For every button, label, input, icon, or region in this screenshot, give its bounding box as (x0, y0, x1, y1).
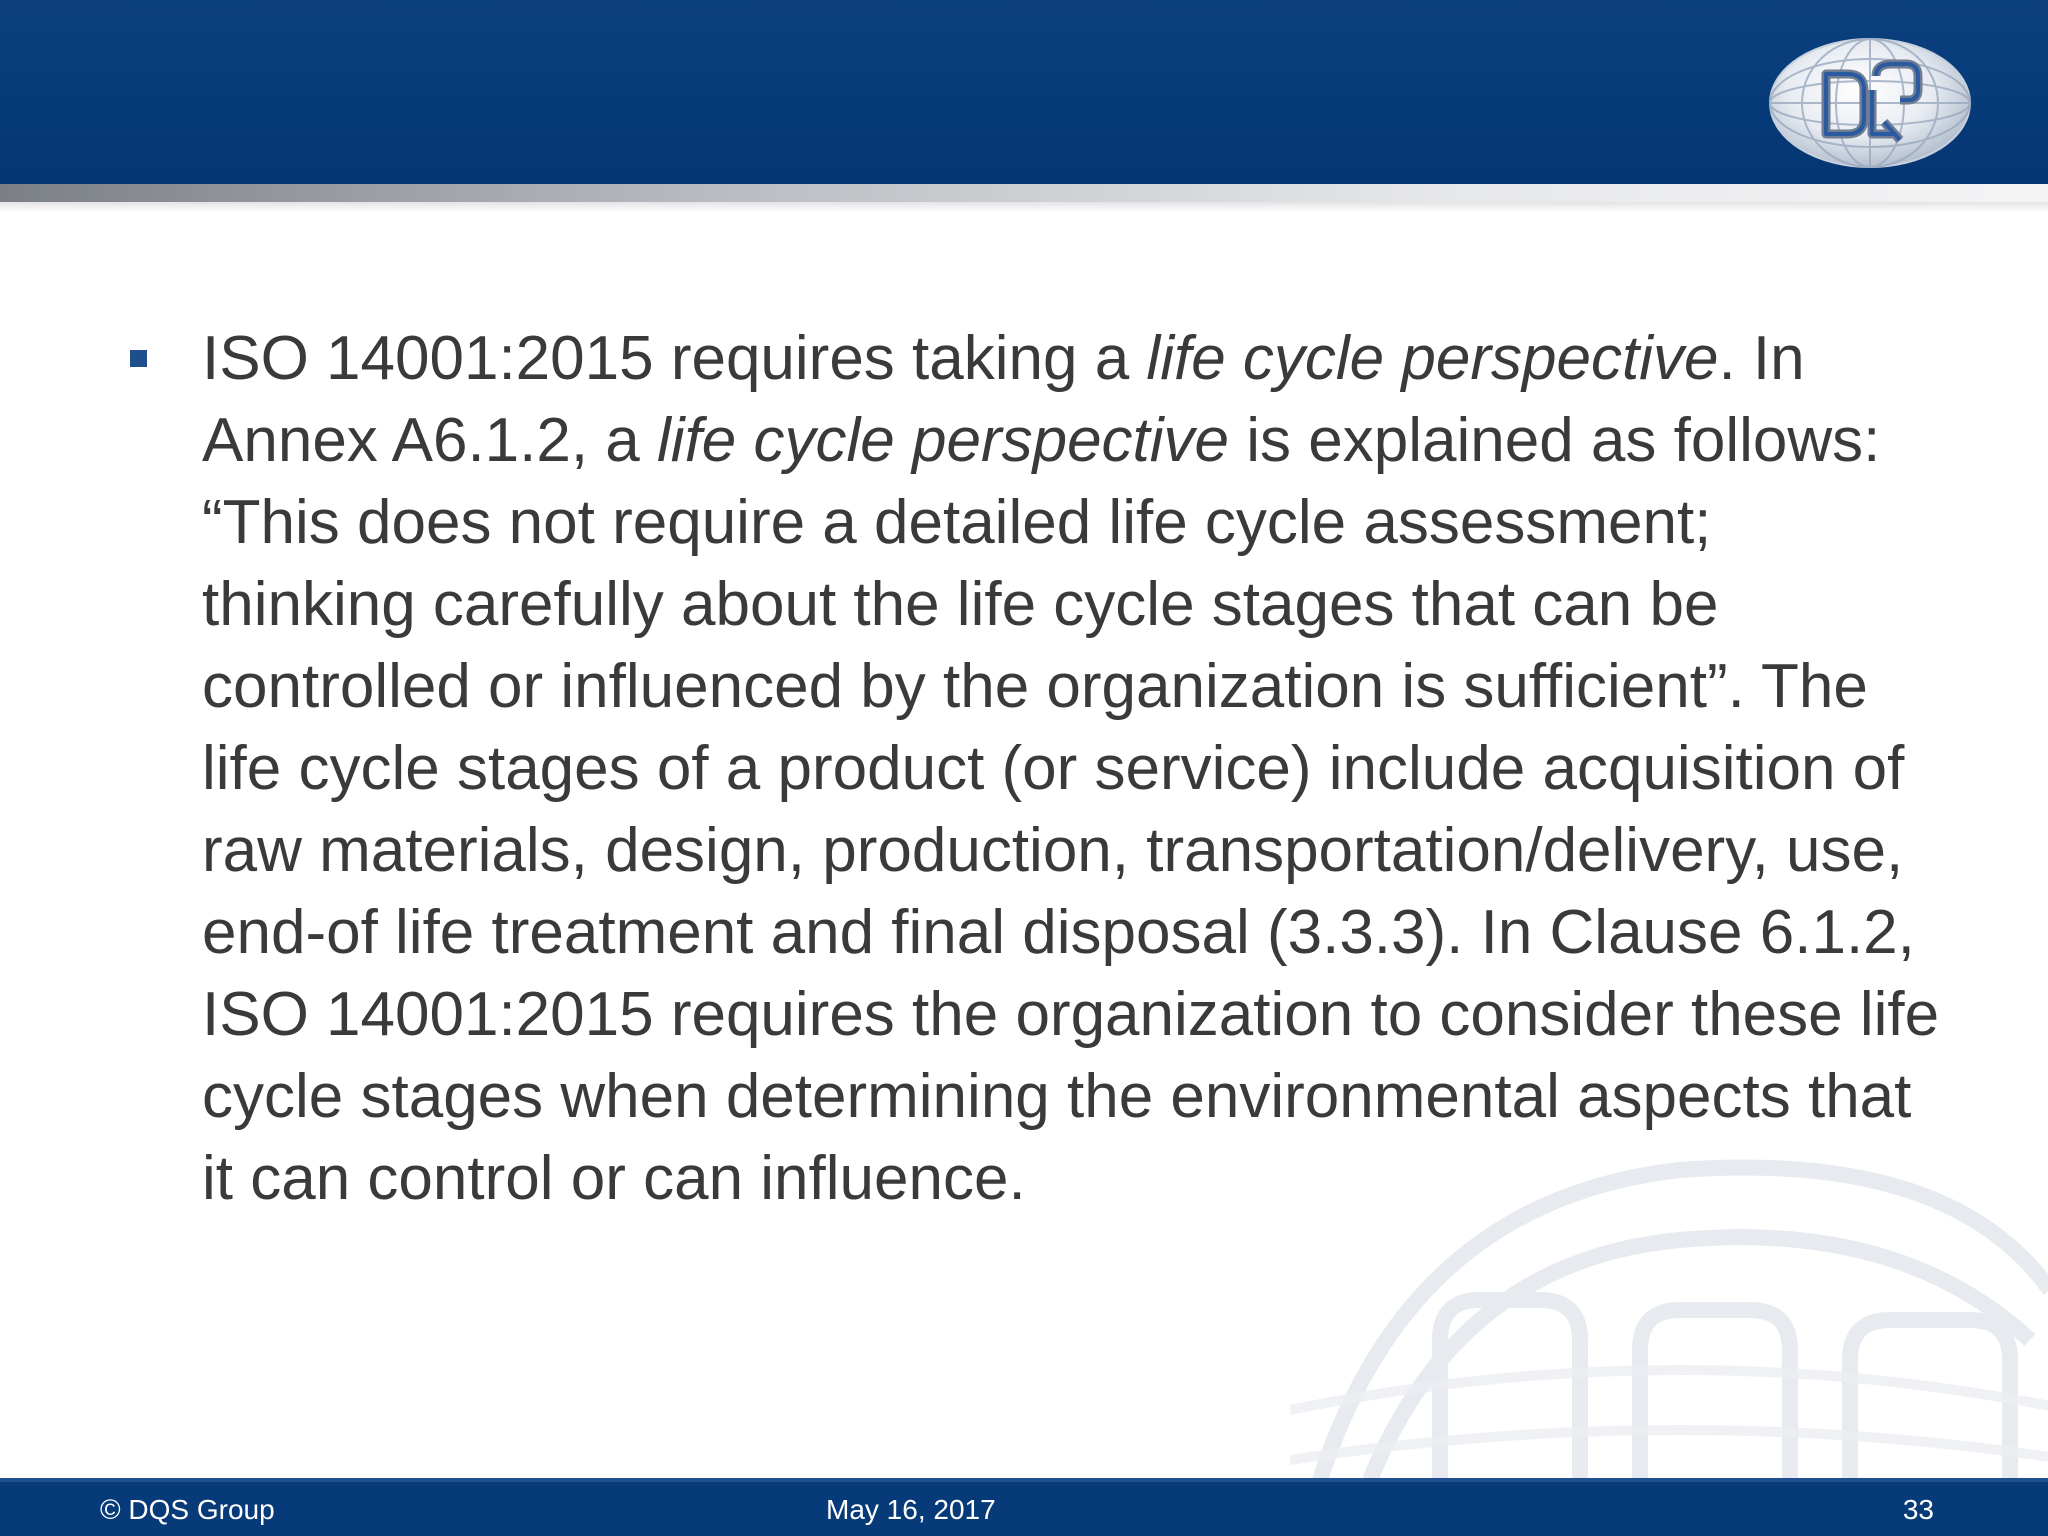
header-divider-shadow (0, 202, 2048, 212)
footer-bar (0, 1478, 2048, 1536)
header-divider (0, 184, 2048, 202)
bullet-text-emphasis: life cycle perspective (1146, 324, 1719, 393)
bullet-item (120, 318, 1940, 1220)
bullet-text (202, 324, 1939, 1213)
bullet-text-emphasis: life cycle perspective (657, 406, 1230, 475)
slide-content (120, 318, 1940, 1220)
header-band (0, 0, 2048, 184)
footer-page-number: 33 (1902, 1494, 1934, 1525)
dqs-logo-icon (1768, 36, 1972, 170)
bullet-text-part: is explained as follows: “This does not require a detailed life cycle assessment; thinking carefully about the life cycle stages that can be controlled or influenced by the organization is sufficient”. The life cycle stages of a product (or service) include acquisition of raw materials, design, production, transportation/delivery, use, end-of life treatment and final disposal (3.3.3). In Clause 6.1.2, ISO 14001:2015 requires the organization to consider these life cycle stages when determining the environmental aspects that it can control or can influence. (202, 406, 1940, 1213)
bullet-text-intro: ISO 14001:2015 requires taking a (202, 324, 1147, 393)
footer-date: May 16, 2017 (826, 1494, 996, 1525)
bullet-square-icon (130, 350, 147, 367)
footer-copyright: © DQS Group (100, 1494, 275, 1525)
bullet-text-part: . In Annex A6.1.2, a (202, 324, 1805, 475)
